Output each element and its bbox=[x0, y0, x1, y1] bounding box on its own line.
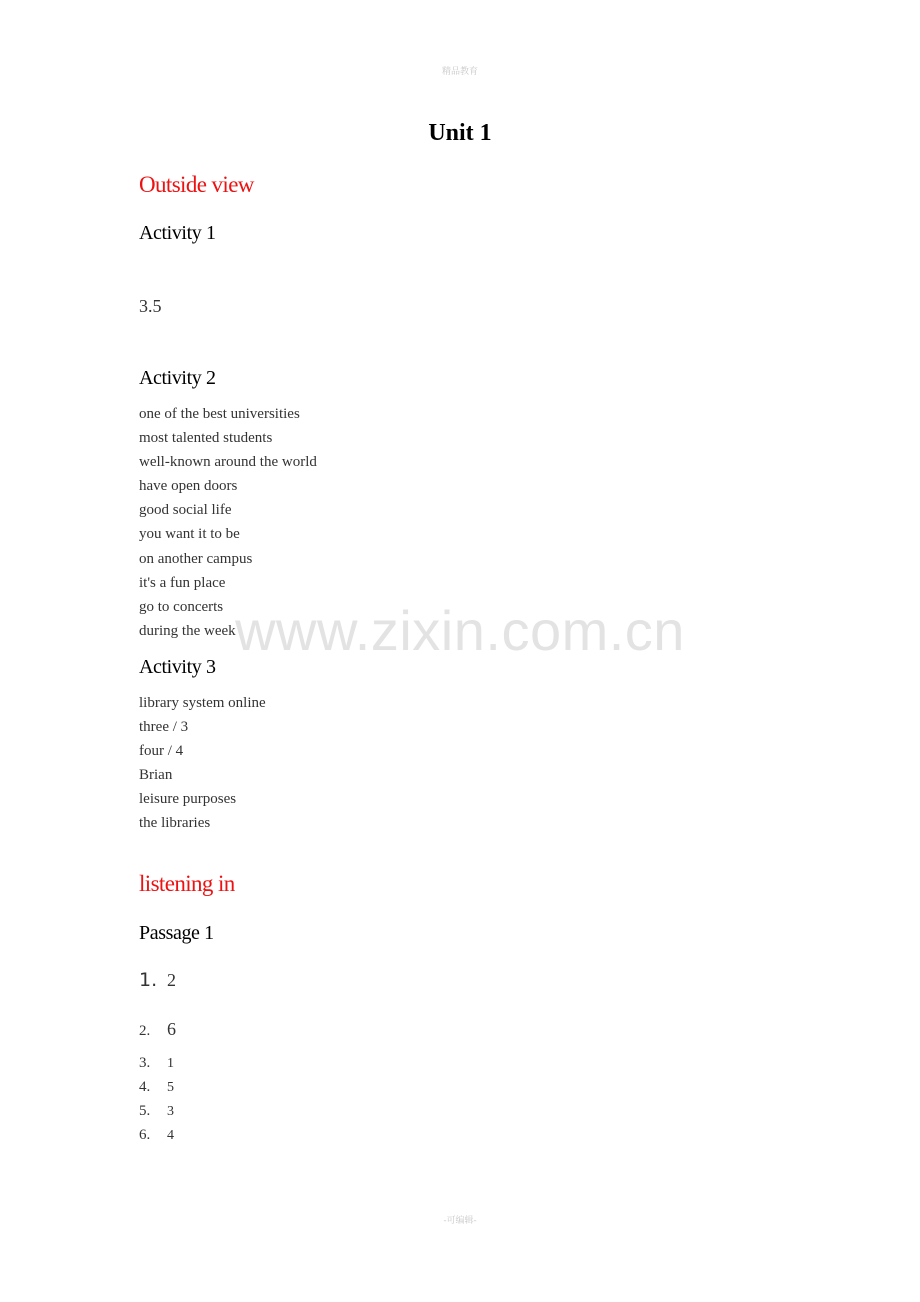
answer-value: 5 bbox=[167, 1080, 174, 1095]
answer-number: 3. bbox=[139, 1055, 151, 1071]
activity1-answer: 3.5 bbox=[139, 296, 162, 316]
watermark: www.zixin.com.cn bbox=[235, 599, 685, 662]
list-item: it's a fun place bbox=[139, 574, 226, 591]
answer-row bbox=[139, 1127, 174, 1144]
list-item: on another campus bbox=[139, 550, 253, 567]
list-item: during the week bbox=[139, 622, 236, 639]
list-item: one of the best universities bbox=[139, 406, 300, 422]
section-heading-listening-in: listening in bbox=[139, 871, 235, 896]
list-item: well-known around the world bbox=[139, 454, 317, 471]
list-item: good social life bbox=[139, 502, 232, 519]
answer-number: 1. bbox=[139, 969, 158, 991]
section-heading-outside-view: Outside view bbox=[139, 172, 254, 197]
list-item: have open doors bbox=[139, 478, 238, 495]
answer-value: 3 bbox=[167, 1104, 174, 1119]
answer-value: 1 bbox=[167, 1056, 174, 1071]
list-item: leisure purposes bbox=[139, 791, 237, 808]
list-item: the libraries bbox=[139, 815, 211, 832]
answer-value: 4 bbox=[167, 1128, 174, 1143]
answer-row bbox=[139, 1103, 174, 1120]
list-item: library system online bbox=[139, 695, 266, 711]
answer-row bbox=[139, 969, 176, 991]
answer-value: 2 bbox=[167, 970, 176, 990]
answer-number: 6. bbox=[139, 1127, 151, 1143]
answer-value: 6 bbox=[167, 1019, 176, 1039]
answer-number: 5. bbox=[139, 1103, 151, 1119]
activity3-heading: Activity 3 bbox=[139, 656, 216, 678]
answer-row bbox=[139, 1055, 174, 1072]
answer-row bbox=[139, 1019, 176, 1040]
passage1-heading: Passage 1 bbox=[139, 922, 214, 944]
header-mark: 精品教育 bbox=[441, 66, 478, 76]
page-title: Unit 1 bbox=[428, 120, 492, 146]
answer-number: 4. bbox=[139, 1079, 151, 1095]
footer-mark: -可编辑- bbox=[443, 1215, 477, 1225]
list-item: you want it to be bbox=[139, 526, 240, 543]
list-item: four / 4 bbox=[139, 743, 184, 760]
answer-number: 2. bbox=[139, 1023, 151, 1039]
activity2-heading: Activity 2 bbox=[139, 367, 216, 389]
activity1-heading: Activity 1 bbox=[139, 222, 216, 244]
list-item: three / 3 bbox=[139, 719, 189, 736]
list-item: Brian bbox=[139, 767, 173, 784]
list-item: go to concerts bbox=[139, 598, 224, 615]
activity2-list bbox=[139, 402, 317, 643]
activity3-list bbox=[139, 691, 266, 836]
list-item: most talented students bbox=[139, 430, 273, 447]
answer-row bbox=[139, 1079, 174, 1096]
